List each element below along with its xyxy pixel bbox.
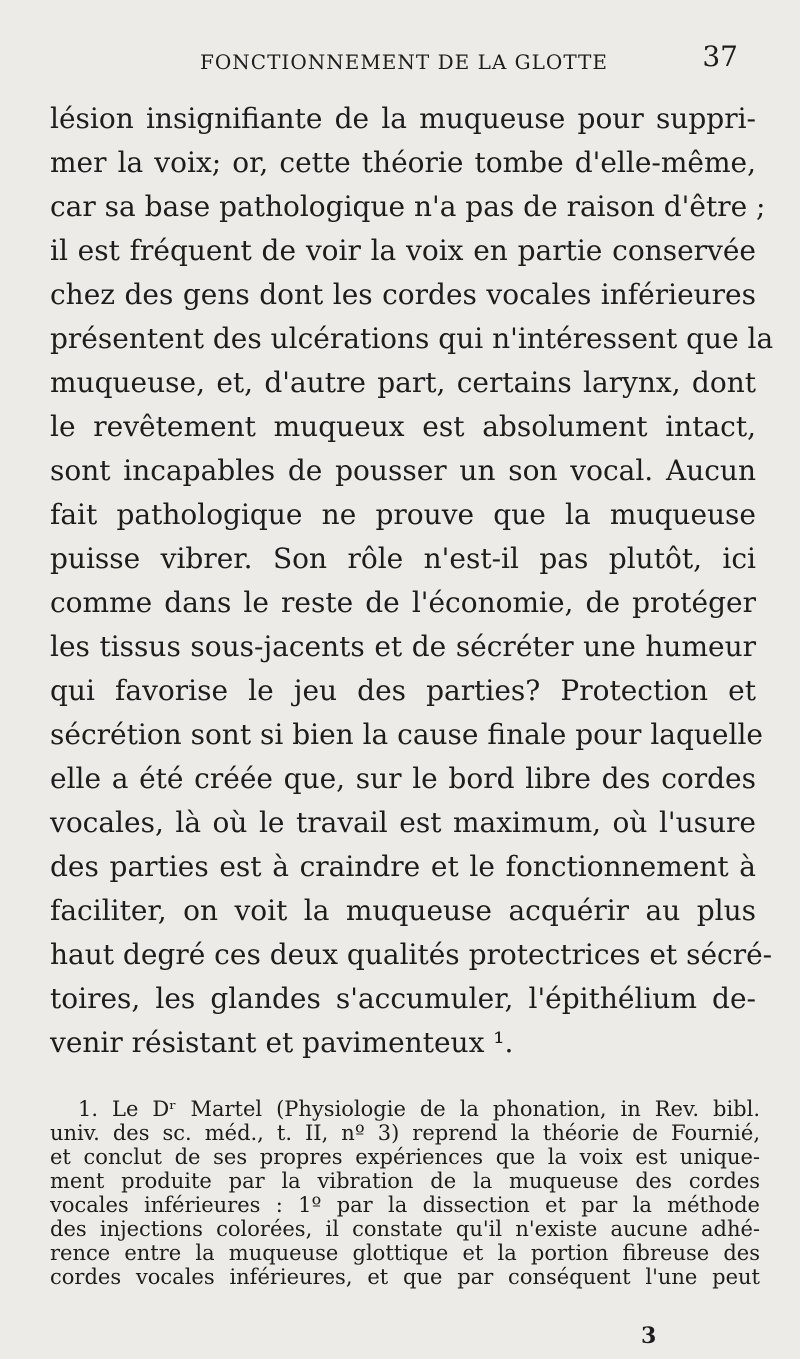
footnote-line: et conclut de ses propres expériences que la voix est unique- xyxy=(50,1145,760,1169)
footnote-line: vocales inférieures : 1º par la dissection et par la méthode xyxy=(50,1193,760,1217)
body-line: présentent des ulcérations qui n'intéressent que la xyxy=(50,322,774,355)
running-title: FONCTIONNEMENT DE LA GLOTTE xyxy=(200,50,608,74)
body-line: sécrétion sont si bien la cause finale pour laquelle xyxy=(50,718,763,751)
body-line: venir résistant et pavimenteux ¹. xyxy=(50,1026,514,1059)
body-line: mer la voix; or, cette théorie tombe d'elle-même, xyxy=(50,146,756,179)
page-number: 37 xyxy=(702,40,738,73)
footnote-line: cordes vocales inférieures, et que par conséquent l'une peut xyxy=(50,1265,760,1289)
body-line: car sa base pathologique n'a pas de raison d'être ; xyxy=(50,190,766,223)
footnote-line: ment produite par la vibration de la muqueuse des cordes xyxy=(50,1169,760,1193)
body-line: les tissus sous-jacents et de sécréter une humeur xyxy=(50,630,756,663)
footnote-line: univ. des sc. méd., t. II, nº 3) reprend la théorie de Fournié, xyxy=(50,1121,760,1145)
body-line: toires, les glandes s'accumuler, l'épithélium de- xyxy=(50,982,756,1015)
body-line: elle a été créée que, sur le bord libre des cordes xyxy=(50,762,756,795)
footnote xyxy=(50,1097,760,1289)
body-line: muqueuse, et, d'autre part, certains larynx, dont xyxy=(50,366,756,399)
body-line: chez des gens dont les cordes vocales inférieures xyxy=(50,278,756,311)
running-head xyxy=(50,40,738,80)
body-paragraph xyxy=(50,97,774,1065)
body-line: vocales, là où le travail est maximum, où l'usure xyxy=(50,806,756,839)
footnote-line: 1. Le Dʳ Martel (Physiologie de la phonation, in Rev. bibl. xyxy=(78,1097,760,1121)
footnote-line: des injections colorées, il constate qu'il n'existe aucune adhé- xyxy=(50,1217,760,1241)
body-line: des parties est à craindre et le fonctionnement à xyxy=(50,850,756,883)
footnote-line: rence entre la muqueuse glottique et la portion fibreuse des xyxy=(50,1241,760,1265)
signature-mark: 3 xyxy=(641,1323,657,1349)
body-line: haut degré ces deux qualités protectrices et sécré- xyxy=(50,938,773,971)
body-line: faciliter, on voit la muqueuse acquérir au plus xyxy=(50,894,756,927)
body-line: le revêtement muqueux est absolument intact, xyxy=(50,410,756,443)
body-line: fait pathologique ne prouve que la muqueuse xyxy=(50,498,756,531)
body-line: qui favorise le jeu des parties? Protection et xyxy=(50,674,756,707)
body-line: il est fréquent de voir la voix en partie conservée xyxy=(50,234,756,267)
body-line: comme dans le reste de l'économie, de protéger xyxy=(50,586,756,619)
body-line: sont incapables de pousser un son vocal. Aucun xyxy=(50,454,756,487)
body-line: lésion insignifiante de la muqueuse pour suppri- xyxy=(50,102,756,135)
body-line: puisse vibrer. Son rôle n'est-il pas plutôt, ici xyxy=(50,542,756,575)
